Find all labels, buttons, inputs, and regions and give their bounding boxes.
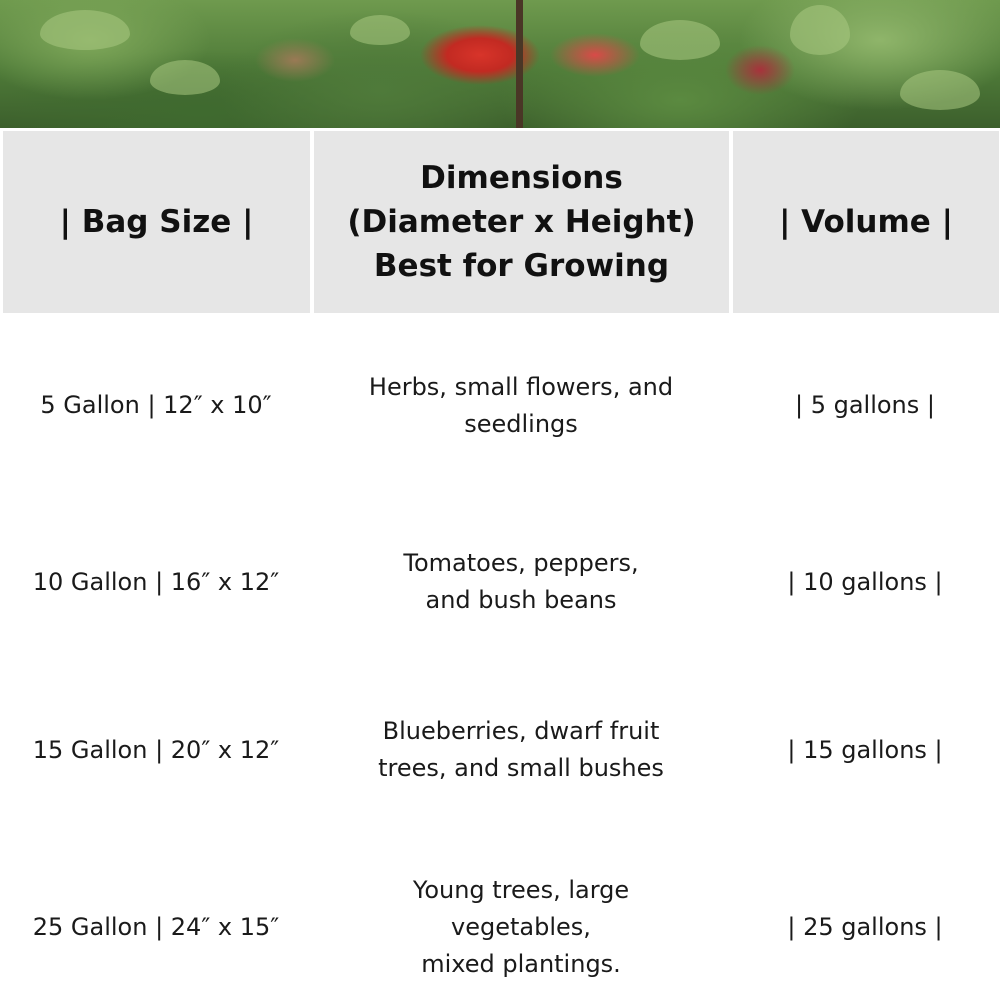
- header-dimensions-line: Dimensions: [420, 160, 623, 196]
- cell-best-for: [312, 666, 730, 834]
- cell-best-for: [312, 498, 730, 666]
- table-row: [0, 313, 1000, 498]
- cell-volume: | 15 gallons |: [787, 735, 943, 764]
- cell-best-for-line: seedlings: [464, 409, 578, 438]
- header-bag-size: | Bag Size |: [3, 131, 310, 313]
- table-row: [0, 666, 1000, 834]
- header-volume: | Volume |: [733, 131, 999, 313]
- cell-best-for: [312, 313, 730, 498]
- plant-stake: [516, 0, 523, 128]
- cell-best-for-line: Blueberries, dwarf fruit: [382, 717, 660, 745]
- table-row: [0, 498, 1000, 666]
- table-header-row: [0, 128, 1000, 313]
- cell-volume: | 25 gallons |: [787, 912, 943, 941]
- table-row: [0, 834, 1000, 1000]
- cell-bag-size: 5 Gallon | 12″ x 10″: [40, 391, 272, 419]
- cell-bag-size: 25 Gallon | 24″ x 15″: [32, 912, 280, 941]
- header-dimensions-line: (Diameter x Height): [347, 204, 696, 240]
- garden-photo-banner: [0, 0, 1000, 128]
- cell-best-for-line: vegetables,: [451, 912, 591, 941]
- cell-bag-size: 15 Gallon | 20″ x 12″: [32, 735, 280, 764]
- cell-volume: | 10 gallons |: [787, 567, 943, 596]
- cell-best-for-line: Tomatoes, peppers,: [403, 549, 639, 577]
- header-dimensions-line: Best for Growing: [373, 248, 670, 284]
- cell-best-for: [312, 834, 730, 1000]
- grow-bag-size-table: [0, 128, 1000, 1000]
- cell-bag-size: 10 Gallon | 16″ x 12″: [32, 567, 280, 596]
- header-dimensions: [314, 131, 729, 313]
- cell-best-for-line: trees, and small bushes: [378, 754, 664, 782]
- cell-best-for-line: and bush beans: [425, 586, 617, 614]
- cell-best-for-line: mixed plantings.: [421, 949, 621, 978]
- cell-best-for-line: Herbs, small flowers, and: [368, 372, 674, 401]
- cell-best-for-line: Young trees, large: [412, 875, 630, 904]
- cell-volume: | 5 gallons |: [794, 391, 935, 419]
